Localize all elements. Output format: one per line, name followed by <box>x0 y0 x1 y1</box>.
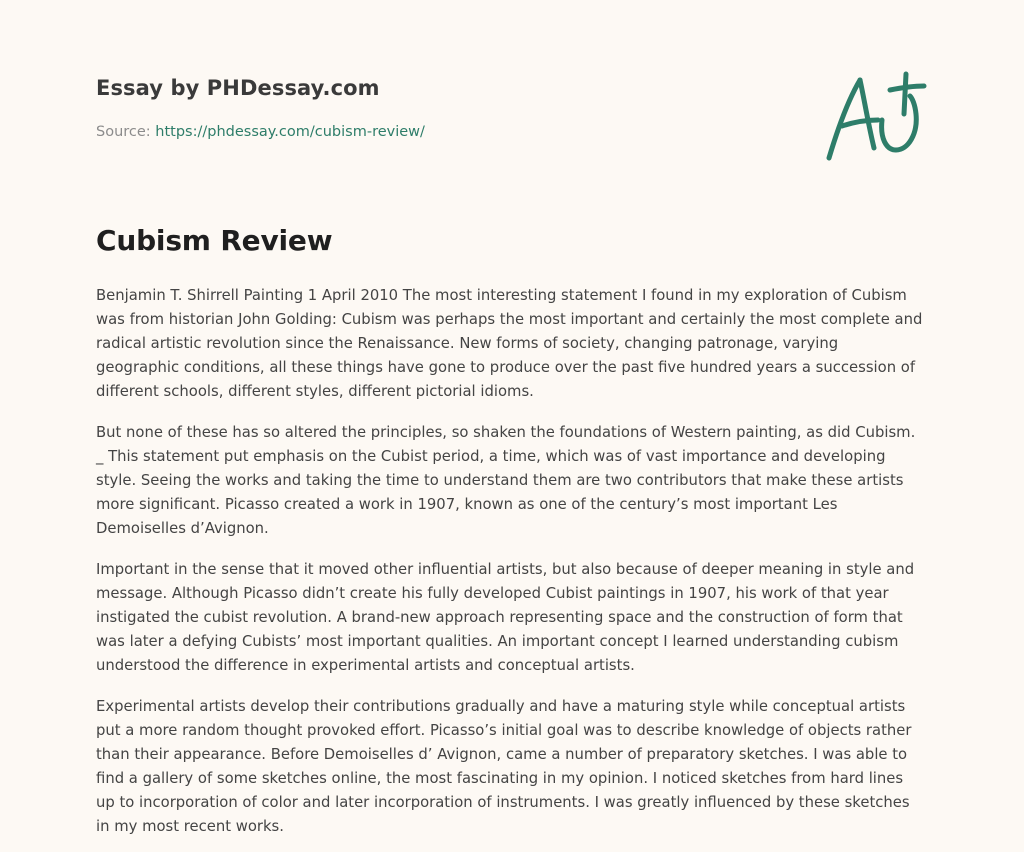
essay-paragraph: Benjamin T. Shirrell Painting 1 April 2010 The most interesting statement I found in my exploration of Cubism was from historian John Golding: Cubism was perhaps the most important and certainly the most complete and radical artistic revolution since the Renaissance. New forms of society, changing patronage, varying geographic conditions, all these things have gone to produce over the past five hundred years a succession of different schools, different styles, different pictorial idioms. <box>96 287 923 400</box>
essay-paragraph: Experimental artists develop their contributions gradually and have a maturing style while conceptual artists put a more random thought provoked effort. Picasso’s initial goal was to describe knowledge of objects rather than their appearance. Before Demoiselles d’ Avignon, came a number of preparatory sketches. I was able to find a gallery of some sketches online, the most fascinating in my opinion. I noticed sketches from hard lines up to incorporation of color and later incorporation of instruments. I was greatly influenced by these sketches in my most recent works. <box>96 698 912 835</box>
a-plus-grade-graphic <box>820 68 930 164</box>
essay-title: Cubism Review <box>96 224 333 257</box>
essay-paragraph: But none of these has so altered the principles, so shaken the foundations of Western painting, as did Cubism. _ This statement put emphasis on the Cubist period, a time, which was of vast importance and developing style. Seeing the works and taking the time to understand them are two contributors that make these artists more significant. Picasso created a work in 1907, known as one of the century’s most important Les Demoiselles d’Avignon. <box>96 424 916 537</box>
a-plus-grade-icon <box>820 68 930 164</box>
source-label: Source: <box>96 124 151 140</box>
essay-body <box>96 284 924 852</box>
essay-paragraph: Important in the sense that it moved other influential artists, but also because of deeper meaning in style and message. Although Picasso didn’t create his fully developed Cubist paintings in 1907, his work of that year instigated the cubist revolution. A brand-new approach representing space and the construction of form that was later a defying Cubists’ most important qualities. An important concept I learned understanding cubism understood the difference in experimental artists and conceptual artists. <box>96 561 915 674</box>
site-brand: Essay by PHDessay.com <box>96 76 380 100</box>
source-line <box>96 124 425 140</box>
source-link[interactable]: https://phdessay.com/cubism-review/ <box>155 124 425 140</box>
